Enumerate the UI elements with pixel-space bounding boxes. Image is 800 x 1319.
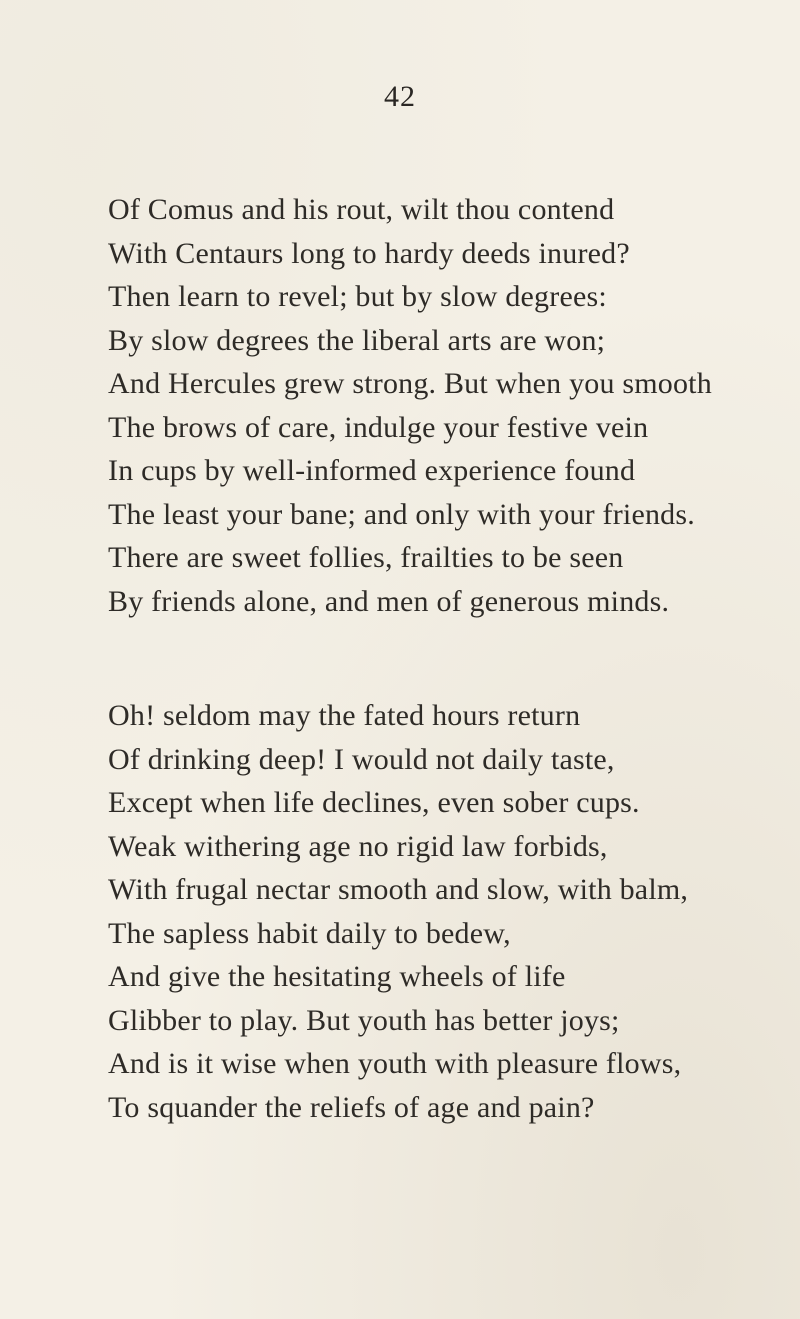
poem-line: Except when life declines, even sober cups. (108, 786, 640, 819)
poem-line: Weak withering age no rigid law forbids, (108, 829, 608, 863)
poem-line: In cups by well-informed experience found (108, 454, 636, 487)
poem-line: The sapless habit daily to bedew, (108, 916, 511, 950)
poem-line: With frugal nectar smooth and slow, with balm, (108, 873, 689, 906)
page-number: 42 (384, 80, 416, 113)
poem-line: And Hercules grew strong. But when you smooth (108, 367, 712, 400)
poem-line: By friends alone, and men of generous minds. (108, 584, 670, 618)
poem-line: Glibber to play. But youth has better joys; (108, 1003, 620, 1037)
poem-line: And give the hesitating wheels of life (108, 960, 566, 993)
poem-line: Then learn to revel; but by slow degrees: (108, 280, 607, 313)
stanza-2 (108, 694, 688, 1129)
poem-line: Of drinking deep! I would not daily taste, (108, 742, 615, 776)
poem-line: With Centaurs long to hardy deeds inured? (108, 236, 630, 270)
poem-line: By slow degrees the liberal arts are won; (108, 323, 606, 357)
poem-line: To squander the reliefs of age and pain? (108, 1090, 595, 1124)
poem-line: And is it wise when youth with pleasure flows, (108, 1047, 682, 1080)
poem-line: Of Comus and his rout, wilt thou contend (108, 193, 615, 226)
poem-line: The brows of care, indulge your festive vein (108, 410, 649, 444)
poem-line: There are sweet follies, frailties to be seen (108, 541, 624, 574)
poem-line: Oh! seldom may the fated hours return (108, 699, 581, 732)
poem-line: The least your bane; and only with your friends. (108, 497, 695, 531)
stanza-1 (108, 188, 712, 623)
